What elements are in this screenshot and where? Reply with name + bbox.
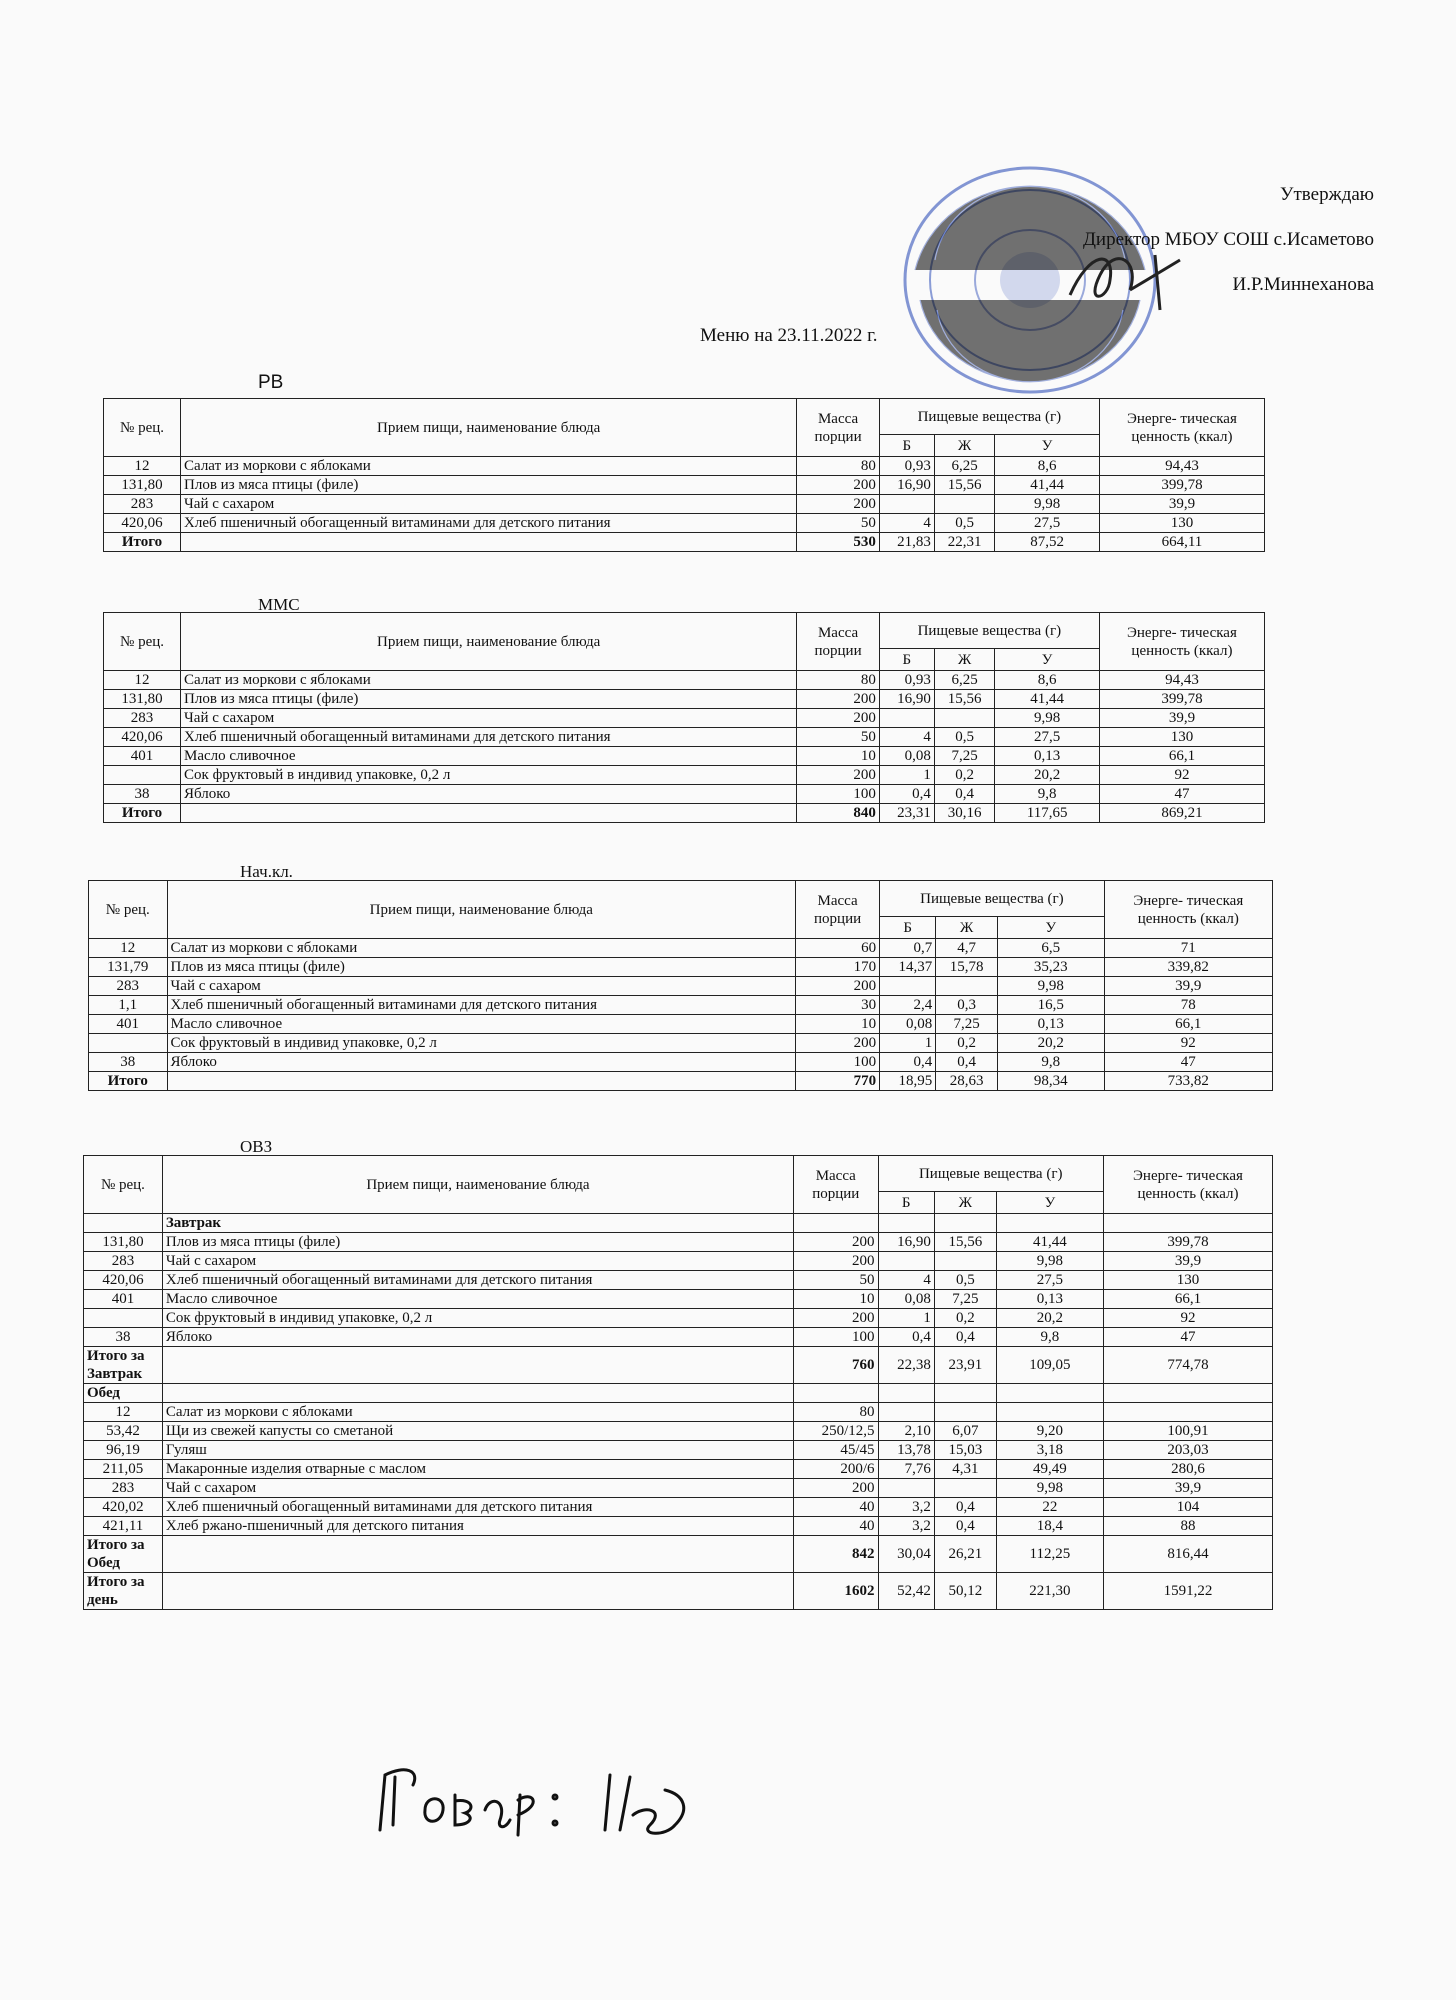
col-header-nutrients: Пищевые вещества (г) bbox=[879, 399, 1099, 435]
section-label-ovz: ОВЗ bbox=[240, 1137, 273, 1156]
col-header-u: У bbox=[998, 917, 1105, 939]
director-name: И.Р.Миннеханова bbox=[1232, 274, 1374, 295]
col-header-b: Б bbox=[880, 917, 936, 939]
col-header-u: У bbox=[995, 435, 1100, 457]
total-row: Итого 530 21,83 22,31 87,52 664,11 bbox=[104, 533, 1265, 552]
col-header-zh: Ж bbox=[936, 917, 998, 939]
menu-table-nachkl bbox=[88, 880, 1273, 1091]
col-header-zh: Ж bbox=[934, 435, 995, 457]
table-row: Сок фруктовый в индивид упаковке, 0,2 л 200 1 0,2 20,2 92 bbox=[84, 1309, 1273, 1328]
cook-signature bbox=[365, 1755, 725, 1845]
total-row: Обед bbox=[84, 1384, 1273, 1403]
table-row: 401 Масло сливочное 10 0,08 7,25 0,13 66,1 bbox=[89, 1015, 1273, 1034]
table-row: 12 Салат из моркови с яблоками 80 bbox=[84, 1403, 1273, 1422]
col-header-num: № рец. bbox=[104, 613, 181, 671]
col-header-mass: Масса порции bbox=[794, 1156, 879, 1214]
table-row: 131,80 Плов из мяса птицы (филе) 200 16,90 15,56 41,44 399,78 bbox=[84, 1233, 1273, 1252]
col-header-nutrients: Пищевые вещества (г) bbox=[878, 1156, 1103, 1192]
table-row: Сок фруктовый в индивид упаковке, 0,2 л 200 1 0,2 20,2 92 bbox=[104, 766, 1265, 785]
menu-title: Меню на 23.11.2022 г. bbox=[700, 325, 878, 346]
total-row: Итого за Обед 842 30,04 26,21 112,25 816,44 bbox=[84, 1536, 1273, 1573]
table-row: Завтрак bbox=[84, 1214, 1273, 1233]
table-row: 283 Чай с сахаром 200 9,98 39,9 bbox=[89, 977, 1273, 996]
col-header-energy: Энерге- тическая ценность (ккал) bbox=[1103, 1156, 1272, 1214]
table-row: 12 Салат из моркови с яблоками 80 0,93 6,25 8,6 94,43 bbox=[104, 457, 1265, 476]
col-header-num: № рец. bbox=[104, 399, 181, 457]
table-row: 131,80 Плов из мяса птицы (филе) 200 16,90 15,56 41,44 399,78 bbox=[104, 476, 1265, 495]
table-row: 420,06 Хлеб пшеничный обогащенный витаминами для детского питания 50 4 0,5 27,5 130 bbox=[84, 1271, 1273, 1290]
table-row: 131,79 Плов из мяса птицы (филе) 170 14,37 15,78 35,23 339,82 bbox=[89, 958, 1273, 977]
table-row: 420,06 Хлеб пшеничный обогащенный витаминами для детского питания 50 4 0,5 27,5 130 bbox=[104, 514, 1265, 533]
table-row: 283 Чай с сахаром 200 9,98 39,9 bbox=[104, 495, 1265, 514]
table-row: 96,19 Гуляш 45/45 13,78 15,03 3,18 203,03 bbox=[84, 1441, 1273, 1460]
table-row: Сок фруктовый в индивид упаковке, 0,2 л 200 1 0,2 20,2 92 bbox=[89, 1034, 1273, 1053]
table-header-row bbox=[104, 613, 1265, 649]
table-row: 131,80 Плов из мяса птицы (филе) 200 16,90 15,56 41,44 399,78 bbox=[104, 690, 1265, 709]
table-row: 12 Салат из моркови с яблоками 60 0,7 4,7 6,5 71 bbox=[89, 939, 1273, 958]
col-header-nutrients: Пищевые вещества (г) bbox=[880, 881, 1104, 917]
table-row: 421,11 Хлеб ржано-пшеничный для детского питания 40 3,2 0,4 18,4 88 bbox=[84, 1517, 1273, 1536]
total-row: Итого 840 23,31 30,16 117,65 869,21 bbox=[104, 804, 1265, 823]
col-header-mass: Масса порции bbox=[797, 613, 880, 671]
section-label-rv: РВ bbox=[258, 372, 284, 393]
total-row: Итого за день 1602 52,42 50,12 221,30 1591,22 bbox=[84, 1573, 1273, 1610]
menu-table-mms bbox=[103, 612, 1265, 823]
table-row: 283 Чай с сахаром 200 9,98 39,9 bbox=[104, 709, 1265, 728]
table-row: 38 Яблоко 100 0,4 0,4 9,8 47 bbox=[89, 1053, 1273, 1072]
col-header-b: Б bbox=[879, 435, 934, 457]
total-row: Итого 770 18,95 28,63 98,34 733,82 bbox=[89, 1072, 1273, 1091]
col-header-u: У bbox=[996, 1192, 1103, 1214]
approve-label: Утверждаю bbox=[1280, 184, 1374, 205]
col-header-energy: Энерге- тическая ценность (ккал) bbox=[1104, 881, 1272, 939]
table-row: 283 Чай с сахаром 200 9,98 39,9 bbox=[84, 1479, 1273, 1498]
director-title: Директор МБОУ СОШ с.Исаметово bbox=[1082, 229, 1374, 250]
table-row: 12 Салат из моркови с яблоками 80 0,93 6,25 8,6 94,43 bbox=[104, 671, 1265, 690]
table-header-row bbox=[104, 399, 1265, 435]
col-header-energy: Энерге- тическая ценность (ккал) bbox=[1099, 613, 1264, 671]
section-label-nachkl: Нач.кл. bbox=[240, 862, 293, 881]
table-row: 420,02 Хлеб пшеничный обогащенный витаминами для детского питания 40 3,2 0,4 22 104 bbox=[84, 1498, 1273, 1517]
table-row: 283 Чай с сахаром 200 9,98 39,9 bbox=[84, 1252, 1273, 1271]
table-row: 53,42 Щи из свежей капусты со сметаной 250/12,5 2,10 6,07 9,20 100,91 bbox=[84, 1422, 1273, 1441]
col-header-num: № рец. bbox=[89, 881, 168, 939]
table-row: 401 Масло сливочное 10 0,08 7,25 0,13 66,1 bbox=[84, 1290, 1273, 1309]
approval-block bbox=[1083, 172, 1374, 307]
total-row: Итого за Завтрак 760 22,38 23,91 109,05 774,78 bbox=[84, 1347, 1273, 1384]
col-header-b: Б bbox=[879, 649, 934, 671]
table-row: 1,1 Хлеб пшеничный обогащенный витаминами для детского питания 30 2,4 0,3 16,5 78 bbox=[89, 996, 1273, 1015]
col-header-num: № рец. bbox=[84, 1156, 163, 1214]
col-header-zh: Ж bbox=[934, 649, 995, 671]
col-header-energy: Энерге- тическая ценность (ккал) bbox=[1099, 399, 1264, 457]
col-header-dish: Прием пищи, наименование блюда bbox=[181, 399, 797, 457]
col-header-mass: Масса порции bbox=[797, 399, 880, 457]
col-header-mass: Масса порции bbox=[796, 881, 880, 939]
table-header-row bbox=[84, 1156, 1273, 1192]
table-row: 420,06 Хлеб пшеничный обогащенный витаминами для детского питания 50 4 0,5 27,5 130 bbox=[104, 728, 1265, 747]
col-header-dish: Прием пищи, наименование блюда bbox=[167, 881, 795, 939]
section-label-mms: ММС bbox=[258, 595, 300, 614]
table-row: 38 Яблоко 100 0,4 0,4 9,8 47 bbox=[84, 1328, 1273, 1347]
col-header-nutrients: Пищевые вещества (г) bbox=[879, 613, 1099, 649]
menu-table-ovz bbox=[83, 1155, 1273, 1610]
col-header-zh: Ж bbox=[934, 1192, 996, 1214]
table-row: 38 Яблоко 100 0,4 0,4 9,8 47 bbox=[104, 785, 1265, 804]
col-header-dish: Прием пищи, наименование блюда bbox=[162, 1156, 793, 1214]
col-header-dish: Прием пищи, наименование блюда bbox=[181, 613, 797, 671]
table-row: 401 Масло сливочное 10 0,08 7,25 0,13 66,1 bbox=[104, 747, 1265, 766]
table-header-row bbox=[89, 881, 1273, 917]
menu-table-rv bbox=[103, 398, 1265, 552]
table-row: 211,05 Макаронные изделия отварные с маслом 200/6 7,76 4,31 49,49 280,6 bbox=[84, 1460, 1273, 1479]
col-header-u: У bbox=[995, 649, 1100, 671]
col-header-b: Б bbox=[878, 1192, 934, 1214]
